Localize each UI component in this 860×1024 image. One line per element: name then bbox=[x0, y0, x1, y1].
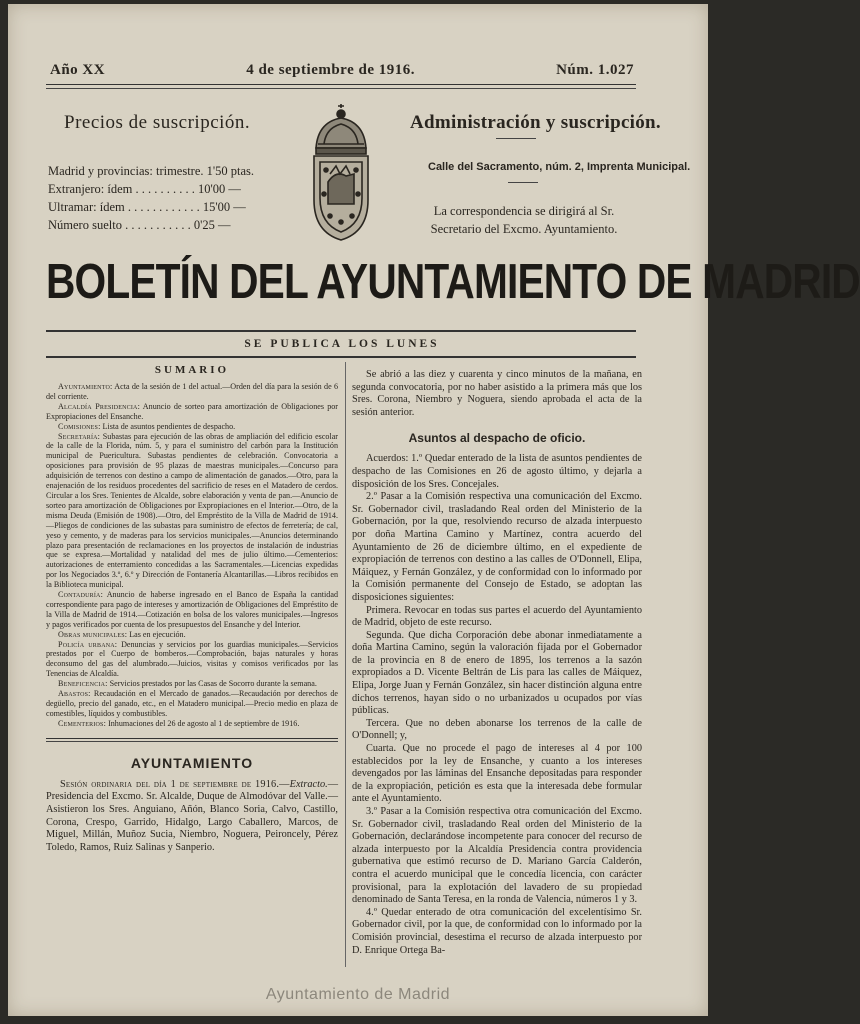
sumario-item: Alcaldía Presidencia: Anuncio de sorteo para amortización de Obligaciones por Expropiaciones del Ensanche. bbox=[46, 401, 338, 421]
title-rule bbox=[46, 330, 636, 332]
masthead-info bbox=[50, 62, 634, 79]
sumario-item: Secretaría: Subastas para ejecución de las obras de ampliación del edificio escolar de la calle de la Florida, núm. 5, y para el suministro del carbón para la Institución municipal de Puericultura. Subastas pendientes de celebración. Convocatoria a oposiciones para provisión de 95 plazas de maestras municipales.—Concurso para adquisición de terrenos con destino a campo de alimentación de ganados.—Otro, para la enajenación de los residuos procedentes del sacrificio de reses en el Matadero de cerdos. Circular a los Sres. Tenientes de Alcalde, sobre elaboración y venta de pan.—Anuncio de sorteo para amortización de Obligaciones por Expropiaciones en el Interior.—Otro, de la misma Deuda (Emisión de 1908).—Otro, del Empréstito de la Villa de Madrid de 1914.—Pliegos de condiciones de las subastas para suministro de efectos de ferretería; de cal, yeso y cemento, y de maderas para los servicios municipales.—Anuncios determinando plazo para presentación de reclamaciones en los proyectos de instalación de industrias que se expresa.—Mortalidad y natalidad del mes de julio último.—Cementerios: autorizaciones de enterramiento concedidas a las Sacramentales.—Licencias expedidas por los Negociados 3.º, 6.º y Dirección de Fontanería Alcantarillas.—Libros recibidos en la Biblioteca municipal. bbox=[46, 431, 338, 590]
despacho-paragraph: Tercera. Que no deben abonarse los terrenos de la calle de O'Donnell; y, bbox=[352, 717, 642, 742]
admin-divider bbox=[508, 182, 538, 183]
column-divider bbox=[345, 362, 346, 967]
issue-number: Núm. 1.027 bbox=[556, 62, 634, 78]
newspaper-title: BOLETÍN DEL AYUNTAMIENTO DE MADRID bbox=[46, 255, 860, 309]
madrid-coat-of-arms-icon bbox=[306, 104, 376, 244]
section-rule bbox=[46, 741, 338, 742]
admin-heading: Administración y suscripción. bbox=[410, 112, 661, 133]
prices-heading: Precios de suscripción. bbox=[64, 112, 251, 133]
price-row: Madrid y provincias: trimestre. 1'50 ptas. bbox=[48, 164, 255, 178]
price-row: Ultramar: ídem . . . . . . . . . . . . 15'00 — bbox=[48, 200, 246, 214]
despacho-paragraph: Acuerdos: 1.º Quedar enterado de la lista de asuntos pendientes de despacho de las Comisiones en 26 de agosto último, y dejarla a disposición de los Sres. Concejales. bbox=[352, 453, 642, 490]
section-rule bbox=[46, 738, 338, 739]
price-row: Número suelto . . . . . . . . . . . 0'25 — bbox=[48, 218, 231, 232]
publication-frequency: SE PUBLICA LOS LUNES bbox=[244, 338, 440, 350]
sumario-item: Ayuntamiento: Acta de la sesión de 1 del actual.—Orden del día para la sesión de 6 del corriente. bbox=[46, 382, 338, 401]
newspaper-page bbox=[8, 4, 860, 1016]
despacho-heading: Asuntos al despacho de oficio. bbox=[408, 431, 586, 446]
publica-rule bbox=[46, 356, 636, 358]
issue-year: Año XX bbox=[50, 62, 106, 78]
sumario-item: Beneficencia: Servicios prestados por las Casas de Socorro durante la semana. bbox=[58, 679, 317, 689]
despacho-paragraph: Cuarta. Que no procede el pago de intereses al 4 por 100 establecidos por la ley de Ensanche, y cuanto a los intereses devengados por las láminas del Ensanche depositadas para responder de la expropiación, petición es esta que la interesada debe formular ante el Ayuntamiento. bbox=[352, 743, 642, 805]
masthead-rule-bottom bbox=[46, 88, 636, 89]
issue-date: 4 de septiembre de 1916. bbox=[246, 62, 415, 78]
sumario-item: Comisiones: Lista de asuntos pendientes de despacho. bbox=[58, 421, 236, 431]
admin-address: Calle del Sacramento, núm. 2, Imprenta Municipal. bbox=[428, 161, 691, 173]
despacho-paragraph: 3.º Pasar a la Comisión respectiva otra comunicación del Excmo. Sr. Gobernador civil, trasladando Real orden del Ministerio de la Gobernación, declarándose incompetente para conocer del recurso de alzada interpuesto por la Alcaldía Presidencia contra providencia gubernativa que estimó recurso de D. Mariano García Calderón, contra el acuerdo municipal que le concedía licencia, con carácter provisional, para la explotación del lavadero de su propiedad denominado de Santa Teresa, en la ronda de Valencia, números 1 y 3. bbox=[352, 806, 642, 906]
despacho-paragraph: Primera. Revocar en todas sus partes el acuerdo del Ayuntamiento de Madrid, objeto de este recurso. bbox=[352, 604, 642, 629]
sumario-heading: SUMARIO bbox=[154, 364, 230, 376]
sumario-item: Abastos: Recaudación en el Mercado de ganados.—Recaudación por derechos de degüello, precio del ganado, etc., en el Matadero municipal.—Precio medio en plaza de comestibles, líquidos y combustibles. bbox=[46, 689, 338, 718]
sumario-item: Policía urbana: Denuncias y servicios por los guardias municipales.—Servicios prestados por el Cuerpo de bomberos.—Comprobación, bajas naturales y horas deconsumo del gas del alumbrado.—Juicios, visitas y comisos verificados por las Tenencias de Alcaldía. bbox=[46, 639, 338, 679]
sumario-item: Obras municipales: Las en ejecución. bbox=[58, 629, 186, 639]
session-opened-paragraph: Se abrió a las diez y cuarenta y cinco minutos de la mañana, en segunda convocatoria, por no haber asistido a la primera más que los Sres. Corona, Niembro y Noguera, siendo aprobada el acta de la sesión anterior. bbox=[352, 369, 642, 418]
sumario-item: Cementerios: Inhumaciones del 26 de agosto al 1 de septiembre de 1916. bbox=[58, 718, 300, 728]
despacho-paragraph: Segunda. Que dicha Corporación debe abonar inmediatamente a doña Martina Camino, según la valoración fijada por el Gobernador de la provincia en 8 de enero de 1895, los terrenos a la sazón expropiados a D. Vicente Beltrán de Lis para las calles de Máiquez, Elipa, Jorge Juan y Fernán González, sin hacer distinción alguna entre dichos terrenos, hayan sido o no urbanizados u ocupados por vías públicas. bbox=[352, 629, 642, 717]
right-column bbox=[352, 369, 642, 957]
price-row: Extranjero: ídem . . . . . . . . . . 10'00 — bbox=[48, 182, 241, 196]
masthead-rule-top bbox=[46, 84, 636, 85]
ayuntamiento-heading: AYUNTAMIENTO bbox=[130, 754, 254, 771]
sumario-item: Contaduría: Anuncio de haberse ingresado en el Banco de España la cantidad correspondiente para pago de intereses y amortización de Obligaciones del Empréstito de la Villa de Madrid de 1914.—Cotización en bolsa de los valores municipales.—Ingresos y pagos verificados por cuenta de los presupuestos del Ensanche y del Interior. bbox=[46, 590, 338, 629]
despacho-paragraph: 4.º Quedar enterado de otra comunicación del excelentísimo Sr. Gobernador civil, por la que, de conformidad con lo informado por la Comisión provincial, desestima el recurso de alzada interpuesto por D. Enrique Ortega Ba- bbox=[352, 906, 642, 956]
admin-correspondence: La correspondencia se dirigirá al Sr. Secretario del Excmo. Ayuntamiento. bbox=[430, 204, 618, 236]
despacho-paragraph: 2.º Pasar a la Comisión respectiva una comunicación del Excmo. Sr. Gobernador civil, trasladando Real orden del Ministerio de la Gobernación, por la que, resolviendo recurso de alzada interpuesto por doña Martina Camino y Martínez, contra acuerdo del Ayuntamiento de 26 de diciembre último, en el expediente de expropiación de terrenos con destino a las calles de O'Donnell, Elipa, Máiquez, y Fernán González, y de conformidad con lo informado por la Comisión permanente del Consejo de Estado, se adoptan las disposiciones siguientes: bbox=[352, 491, 642, 603]
left-column bbox=[46, 364, 338, 854]
session-paragraph: Sesión ordinaria del día 1 de septiembre de 1916.—Extracto.—Presidencia del Excmo. Sr. Alcalde, Duque de Almodóvar del Valle.—Asistieron los Sres. Anguiano, Añón, Blanco Soria, Calvo, Castillo, Corona, Crespo, Garrido, Hidalgo, Largo Caballero, Marcos, de Miguel, Millán, Muñoz Sucia, Niembro, Noguera, Peironcely, Pérez Toledo, Ramos, Ruiz Salinas y Sanperio. bbox=[46, 778, 338, 853]
watermark: Ayuntamiento de Madrid bbox=[265, 986, 451, 1003]
admin-divider bbox=[496, 138, 536, 139]
